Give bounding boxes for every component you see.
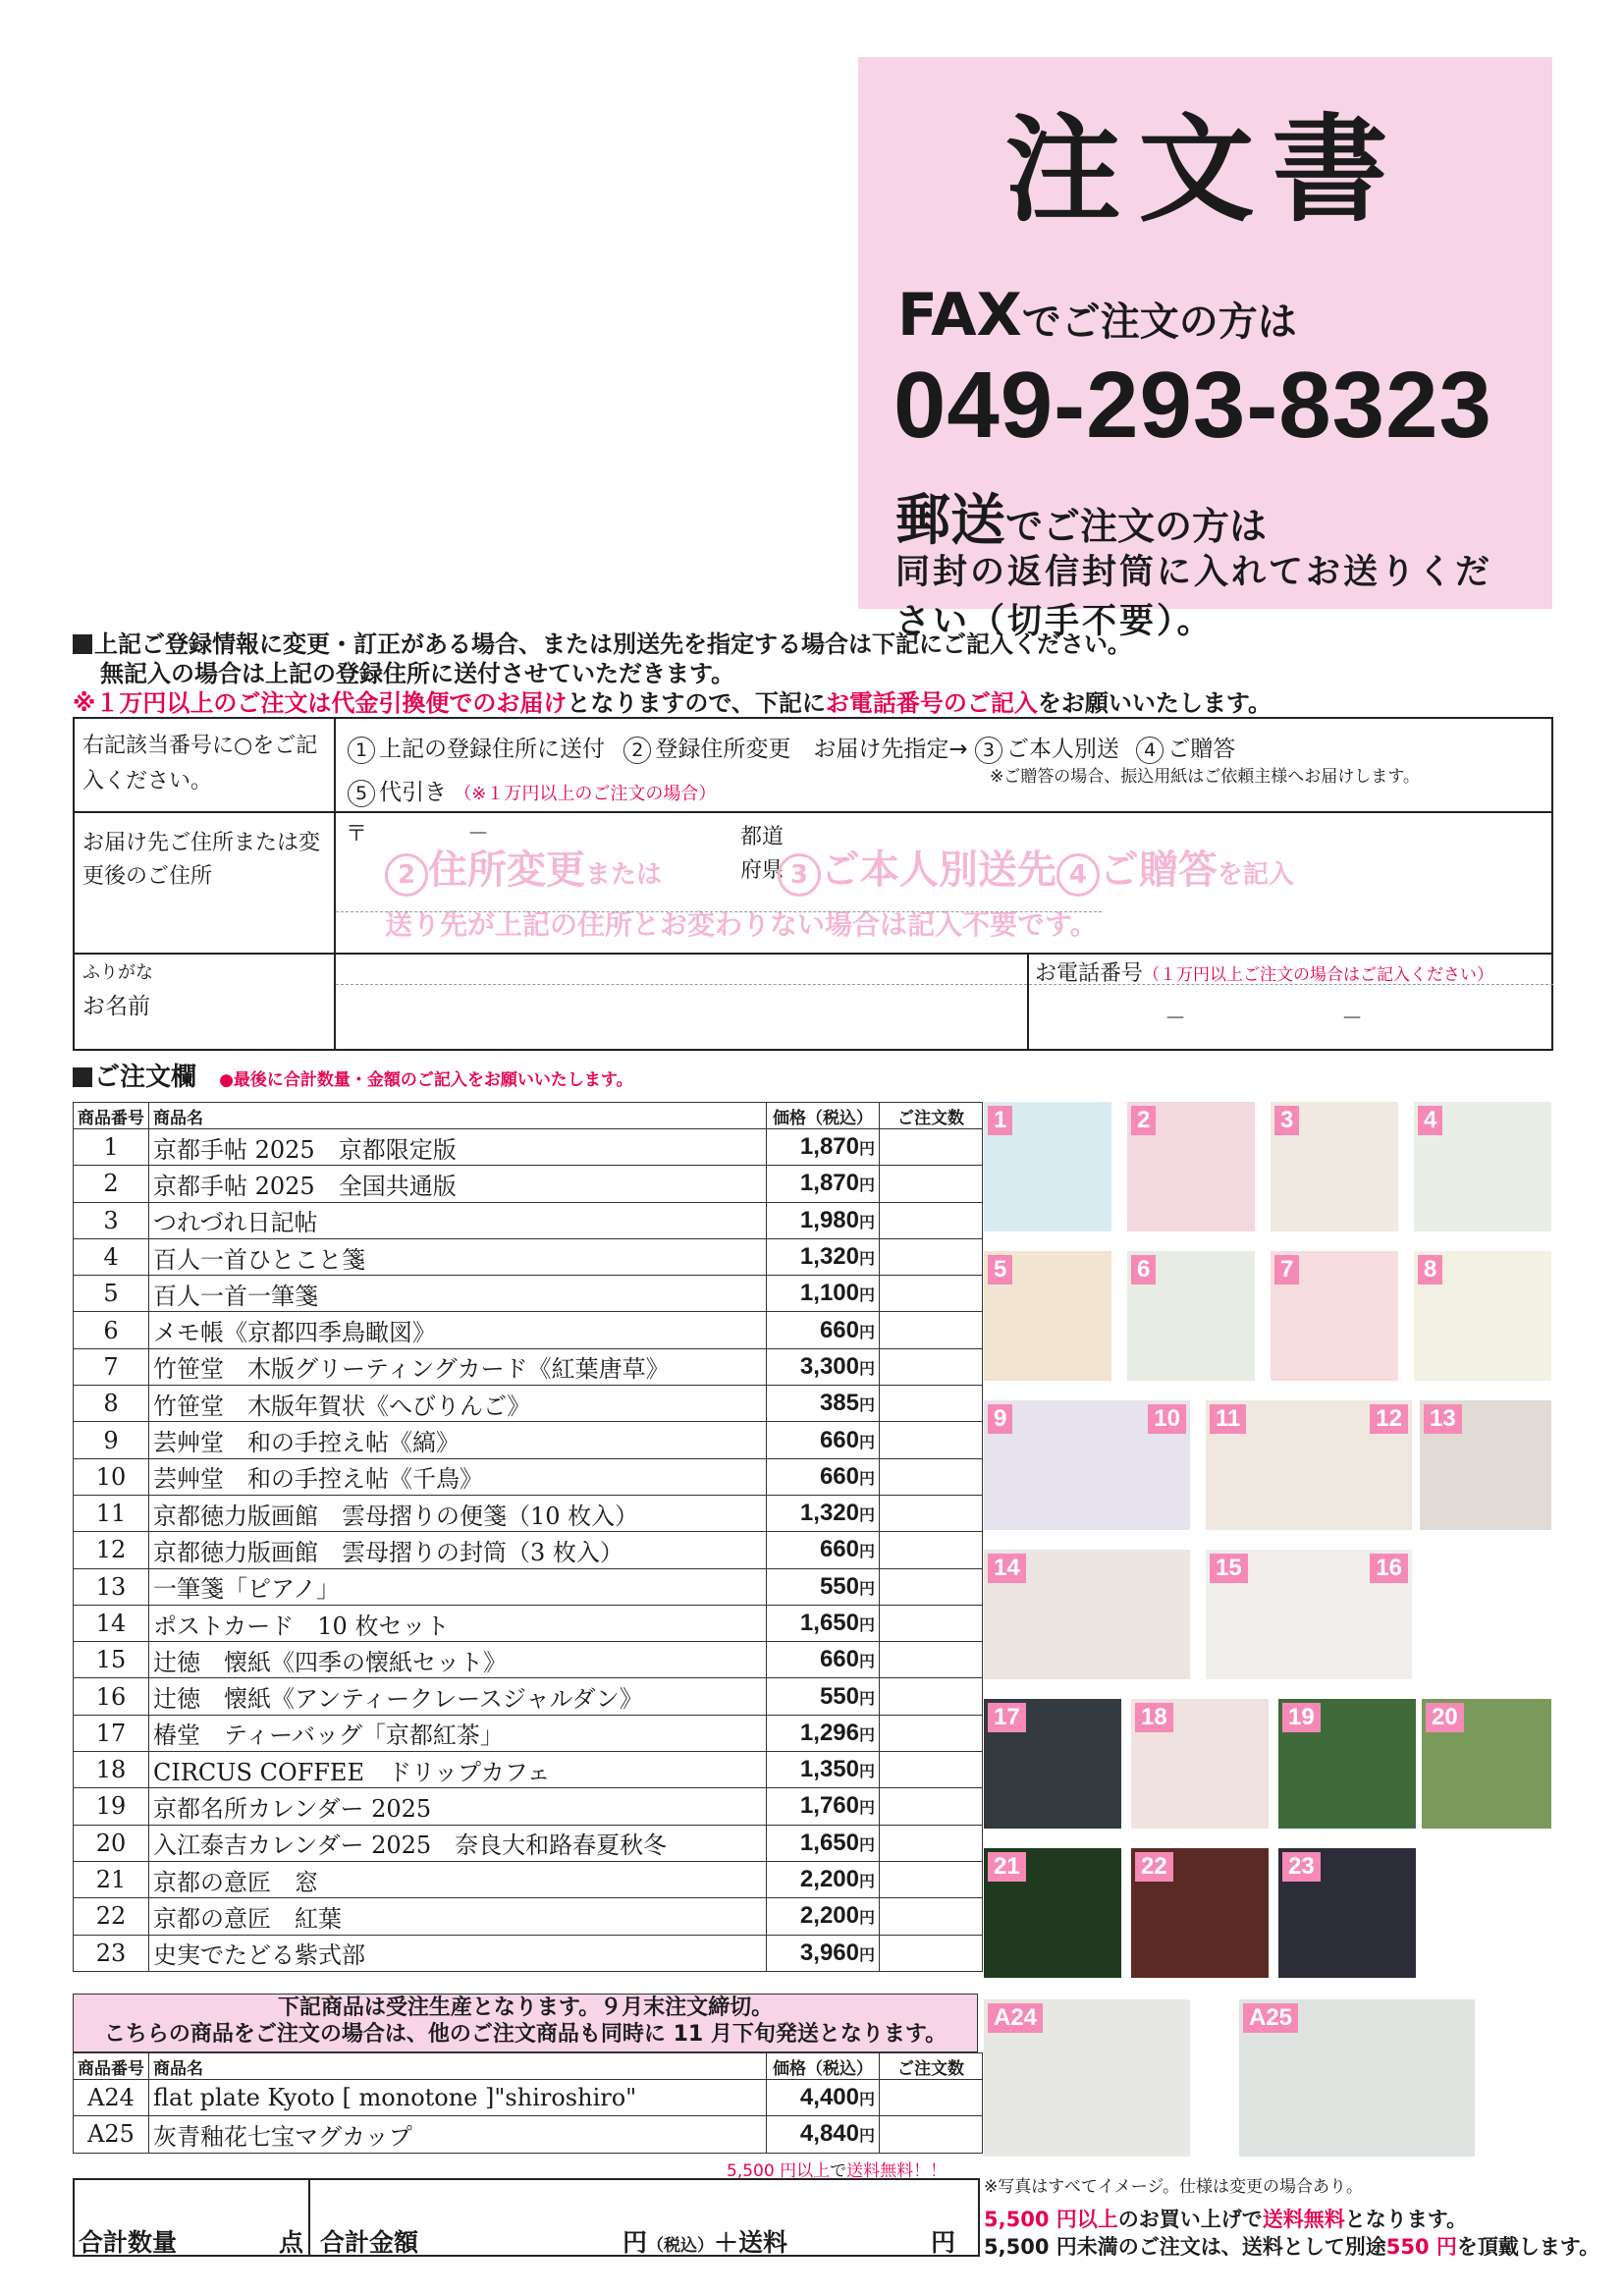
product-photo	[1131, 1699, 1269, 1829]
item-number: A24	[74, 2080, 149, 2116]
item-number: 12	[74, 1532, 149, 1568]
item-name: メモ帳《京都四季鳥瞰図》	[149, 1312, 767, 1348]
item-qty-input[interactable]	[880, 2116, 983, 2153]
product-photo	[1127, 1102, 1255, 1231]
order-table	[73, 1102, 983, 1972]
photo-number-badge: 20	[1426, 1703, 1464, 1732]
order-row	[74, 1348, 983, 1385]
photo-number-badge: 1	[988, 1106, 1012, 1135]
fax-number: 049-293-8323	[893, 353, 1492, 458]
item-number: 19	[74, 1788, 149, 1825]
order-row	[74, 1788, 983, 1825]
item-qty-input[interactable]	[880, 1861, 983, 1897]
item-number: 6	[74, 1312, 149, 1348]
item-price: 1,980円	[767, 1202, 880, 1238]
product-photo	[984, 1550, 1190, 1679]
order-row	[74, 1715, 983, 1751]
total-qty-unit[interactable]: 点	[279, 2228, 304, 2257]
item-qty-input[interactable]	[880, 1386, 983, 1422]
order-table-header: 商品番号 商品名 価格（税込） ご注文数	[74, 1103, 983, 1129]
product-photo	[1131, 1848, 1269, 1978]
item-name: 芸艸堂 和の手控え帖《千鳥》	[149, 1458, 767, 1495]
address-label: お届け先ご住所または変更後のご住所	[75, 813, 336, 953]
item-qty-input[interactable]	[880, 1532, 983, 1568]
item-name: 京都手帖 2025 全国共通版	[149, 1166, 767, 1202]
item-number: 17	[74, 1715, 149, 1751]
item-name: 京都手帖 2025 京都限定版	[149, 1129, 767, 1166]
photo-number-badge: 5	[988, 1255, 1012, 1285]
item-price: 1,100円	[767, 1276, 880, 1312]
item-price: 1,650円	[767, 1605, 880, 1641]
photo-number-badge: 3	[1274, 1106, 1299, 1135]
item-qty-input[interactable]	[880, 1202, 983, 1238]
item-name: flat plate Kyoto [ monotone ]"shiroshiro"	[149, 2080, 767, 2116]
item-name: 百人一首ひとこと箋	[149, 1238, 767, 1275]
photo-number-badge: 22	[1135, 1852, 1173, 1882]
item-qty-input[interactable]	[880, 1129, 983, 1166]
option-label: 右記該当番号に○をご記入ください。	[75, 719, 336, 811]
option-list[interactable]: 1 上記の登録住所に送付 2 登録住所変更 お届け先指定→ 3 ご本人別送 4 ご贈答	[348, 731, 1235, 764]
item-name: 京都徳力版画館 雲母摺りの封筒（3 枚入）	[149, 1532, 767, 1568]
product-photo	[1127, 1251, 1255, 1381]
post-heading: 郵送でご注文の方は	[895, 489, 1268, 553]
order-row	[74, 1935, 983, 1971]
item-price: 4,400円	[767, 2080, 880, 2116]
item-number: 11	[74, 1495, 149, 1531]
footer-line1: 5,500 円以上のお買い上げで送料無料となります。	[984, 2208, 1468, 2231]
item-number: 14	[74, 1605, 149, 1641]
item-name: 灰青釉花七宝マグカップ	[149, 2116, 767, 2153]
item-price: 1,870円	[767, 1166, 880, 1202]
item-name: 辻徳 懐紙《アンティークレースジャルダン》	[149, 1678, 767, 1715]
item-qty-input[interactable]	[880, 1495, 983, 1531]
item-qty-input[interactable]	[880, 1605, 983, 1641]
order-row	[74, 1129, 983, 1166]
notes-line2: 無記入の場合は上記の登録住所に送付させていただきます。	[100, 660, 735, 687]
photo-number-badge: A24	[988, 2003, 1043, 2033]
item-number: 1	[74, 1129, 149, 1166]
item-price: 660円	[767, 1422, 880, 1458]
order-row	[74, 1276, 983, 1312]
photo-number-badge: A25	[1243, 2003, 1298, 2033]
order-row	[74, 1458, 983, 1495]
free-shipping-note: 5,500 円以上で送料無料！！	[727, 2161, 947, 2181]
gift-note: ※ご贈答の場合、振込用紙はご依頼主様へお届けします。	[990, 767, 1420, 787]
item-number: 5	[74, 1276, 149, 1312]
item-name: つれづれ日記帖	[149, 1202, 767, 1238]
address-watermark: 2 住所変更または 3 ご本人別送先 4 ご贈答を記入	[385, 839, 1294, 897]
item-number: 3	[74, 1202, 149, 1238]
product-photo	[984, 1848, 1121, 1978]
item-price: 1,320円	[767, 1238, 880, 1275]
order-row	[74, 1238, 983, 1275]
item-price: 1,760円	[767, 1788, 880, 1825]
made-to-order-banner: 下記商品は受注生産となります。９月末注文締切。 こちらの商品をご注文の場合は、他のご注文商品も同時に 11 月下旬発送となります。	[73, 1994, 978, 2052]
item-number: 4	[74, 1238, 149, 1275]
prefecture-label: 都道 府県	[740, 825, 785, 883]
item-qty-input[interactable]	[880, 1166, 983, 1202]
shipping-unit[interactable]: 円	[931, 2228, 956, 2257]
address-row	[75, 813, 1551, 955]
item-name: 史実でたどる紫式部	[149, 1935, 767, 1971]
item-qty-input[interactable]	[880, 1898, 983, 1935]
item-qty-input[interactable]	[880, 2080, 983, 2116]
order-row	[74, 2116, 983, 2153]
notes-line1: 上記ご登録情報に変更・訂正がある場合、または別送先を指定する場合は下記にご記入ください。	[73, 625, 1131, 659]
item-number: 8	[74, 1386, 149, 1422]
item-qty-input[interactable]	[880, 1348, 983, 1385]
order-row	[74, 1202, 983, 1238]
photo-number-badge: 10	[1148, 1404, 1186, 1434]
item-number: 15	[74, 1642, 149, 1678]
photo-disclaimer: ※写真はすべてイメージ。仕様は変更の場合あり。	[984, 2177, 1364, 2197]
item-number: 20	[74, 1825, 149, 1861]
item-qty-input[interactable]	[880, 1642, 983, 1678]
made-to-order-header: 商品番号 商品名 価格（税込） ご注文数	[74, 2053, 983, 2080]
item-number: 10	[74, 1458, 149, 1495]
product-photo	[984, 1251, 1111, 1381]
item-name: 一筆箋「ピアノ」	[149, 1568, 767, 1605]
order-row	[74, 1422, 983, 1458]
item-name: 京都の意匠 紅葉	[149, 1898, 767, 1935]
item-number: 18	[74, 1752, 149, 1788]
photo-number-badge: 2	[1131, 1106, 1156, 1135]
item-price: 2,200円	[767, 1898, 880, 1935]
item-name: 竹笹堂 木版グリーティングカード《紅葉唐草》	[149, 1348, 767, 1385]
item-price: 660円	[767, 1312, 880, 1348]
item-number: 16	[74, 1678, 149, 1715]
order-row	[74, 1752, 983, 1788]
product-photo	[984, 1699, 1121, 1829]
item-number: 2	[74, 1166, 149, 1202]
postal-dash: －	[467, 822, 490, 847]
item-name: 京都の意匠 窓	[149, 1861, 767, 1897]
product-photo	[1271, 1102, 1398, 1231]
item-price: 550円	[767, 1678, 880, 1715]
address-form	[73, 717, 1553, 1051]
order-row	[74, 1605, 983, 1641]
notes-line3: ※１万円以上のご注文は代金引換便でのお届けとなりますので、下記にお電話番号のご記入をお願いいたします。	[73, 689, 1272, 717]
photo-number-badge: 16	[1370, 1554, 1408, 1583]
total-qty-label: 合計数量	[79, 2228, 178, 2257]
item-price: 1,320円	[767, 1495, 880, 1531]
phone-label: お電話番号（１万円以上ご注文の場合はご記入ください）	[1035, 961, 1494, 986]
delivery-option-row	[75, 719, 1551, 813]
product-photo	[1278, 1699, 1416, 1829]
item-name: 京都名所カレンダー 2025	[149, 1788, 767, 1825]
order-row	[74, 1861, 983, 1897]
item-price: 3,960円	[767, 1935, 880, 1971]
photo-number-badge: 19	[1282, 1703, 1321, 1732]
item-name: ポストカード 10 枚セット	[149, 1605, 767, 1641]
item-price: 3,300円	[767, 1348, 880, 1385]
item-qty-input[interactable]	[880, 1678, 983, 1715]
postal-mark: 〒	[346, 822, 368, 847]
product-photo	[984, 1999, 1190, 2157]
photo-number-badge: 12	[1370, 1404, 1408, 1434]
order-row	[74, 1568, 983, 1605]
item-name: 入江泰吉カレンダー 2025 奈良大和路春夏秋冬	[149, 1825, 767, 1861]
item-qty-input[interactable]	[880, 1238, 983, 1275]
photo-number-badge: 17	[988, 1703, 1026, 1732]
post-instructions: 同封の返信封筒に入れてお送りください（切手不要）。	[895, 553, 1493, 641]
item-name: 芸艸堂 和の手控え帖《縞》	[149, 1422, 767, 1458]
photo-number-badge: 6	[1131, 1255, 1156, 1285]
photo-number-badge: 18	[1135, 1703, 1173, 1732]
item-name: 竹笹堂 木版年賀状《へびりんご》	[149, 1386, 767, 1422]
item-qty-input[interactable]	[880, 1715, 983, 1751]
order-row	[74, 1386, 983, 1422]
item-qty-input[interactable]	[880, 1752, 983, 1788]
product-photo	[984, 1102, 1111, 1231]
item-qty-input[interactable]	[880, 1568, 983, 1605]
item-qty-input[interactable]	[880, 1312, 983, 1348]
photo-number-badge: 21	[988, 1852, 1026, 1882]
product-photo	[1414, 1251, 1551, 1381]
item-price: 1,650円	[767, 1825, 880, 1861]
product-photo	[1422, 1699, 1551, 1829]
item-price: 660円	[767, 1642, 880, 1678]
item-number: A25	[74, 2116, 149, 2153]
item-number: 9	[74, 1422, 149, 1458]
item-qty-input[interactable]	[880, 1458, 983, 1495]
item-qty-input[interactable]	[880, 1276, 983, 1312]
product-photo	[1414, 1102, 1551, 1231]
order-row	[74, 1495, 983, 1531]
item-number: 21	[74, 1861, 149, 1897]
product-photo	[1271, 1251, 1398, 1381]
order-row	[74, 1678, 983, 1715]
item-qty-input[interactable]	[880, 1788, 983, 1825]
item-qty-input[interactable]	[880, 1422, 983, 1458]
order-row	[74, 1312, 983, 1348]
name-label: ふりがな お名前	[75, 955, 336, 1049]
product-photo	[984, 1400, 1190, 1530]
item-name: CIRCUS COFFEE ドリップカフェ	[149, 1752, 767, 1788]
order-row	[74, 1532, 983, 1568]
order-row	[74, 1166, 983, 1202]
product-photo	[1239, 1999, 1475, 2157]
item-number: 23	[74, 1935, 149, 1971]
order-section-title: ご注文欄 ●最後に合計数量・金額のご記入をお願いいたします。	[73, 1057, 633, 1093]
product-photo	[1206, 1550, 1412, 1679]
photo-number-badge: 15	[1210, 1554, 1248, 1583]
item-number: 22	[74, 1898, 149, 1935]
item-name: 椿堂 ティーバッグ「京都紅茶」	[149, 1715, 767, 1751]
item-price: 4,840円	[767, 2116, 880, 2153]
photo-number-badge: 8	[1418, 1255, 1442, 1285]
made-to-order-table	[73, 2052, 983, 2154]
option-cod[interactable]: 5 代引き （※１万円以上のご注文の場合）	[348, 774, 716, 807]
photo-number-badge: 13	[1424, 1404, 1462, 1434]
order-row	[74, 1642, 983, 1678]
item-name: 辻徳 懐紙《四季の懐紙セット》	[149, 1642, 767, 1678]
item-price: 660円	[767, 1458, 880, 1495]
item-name: 京都徳力版画館 雲母摺りの便箋（10 枚入）	[149, 1495, 767, 1531]
fax-heading: FAXでご注文の方は	[897, 281, 1297, 350]
item-number: 13	[74, 1568, 149, 1605]
totals-box	[73, 2178, 980, 2257]
product-photo	[1420, 1400, 1551, 1530]
footer-line2: 5,500 円未満のご注文は、送料として別途550 円を頂戴します。	[984, 2235, 1600, 2259]
item-price: 1,870円	[767, 1129, 880, 1166]
product-photo	[1278, 1848, 1416, 1978]
item-name: 百人一首一筆箋	[149, 1276, 767, 1312]
photo-number-badge: 23	[1282, 1852, 1321, 1882]
item-price: 550円	[767, 1568, 880, 1605]
name-row: ふりがな お名前 お電話番号（１万円以上ご注文の場合はご記入ください） － －	[75, 955, 1551, 1049]
photo-number-badge: 4	[1418, 1106, 1442, 1135]
item-price: 1,296円	[767, 1715, 880, 1751]
photo-number-badge: 7	[1274, 1255, 1299, 1285]
address-watermark-note: 送り先が上記の住所とお変わりない場合は記入不要です。	[385, 908, 1098, 941]
item-number: 7	[74, 1348, 149, 1385]
order-row	[74, 2080, 983, 2116]
item-qty-input[interactable]	[880, 1825, 983, 1861]
product-photo	[1206, 1400, 1412, 1530]
total-amount-field[interactable]: 円（税込）＋送料	[623, 2228, 788, 2257]
photo-number-badge: 11	[1210, 1404, 1246, 1434]
item-price: 660円	[767, 1532, 880, 1568]
photo-number-badge: 9	[988, 1404, 1012, 1434]
item-qty-input[interactable]	[880, 1935, 983, 1971]
item-price: 1,350円	[767, 1752, 880, 1788]
item-price: 385円	[767, 1386, 880, 1422]
page-title: 注文書	[1004, 102, 1406, 238]
item-price: 2,200円	[767, 1861, 880, 1897]
order-header	[858, 57, 1552, 641]
order-row	[74, 1898, 983, 1935]
total-amount-label: 合計金額	[320, 2228, 419, 2257]
order-row	[74, 1825, 983, 1861]
photo-number-badge: 14	[988, 1554, 1026, 1583]
